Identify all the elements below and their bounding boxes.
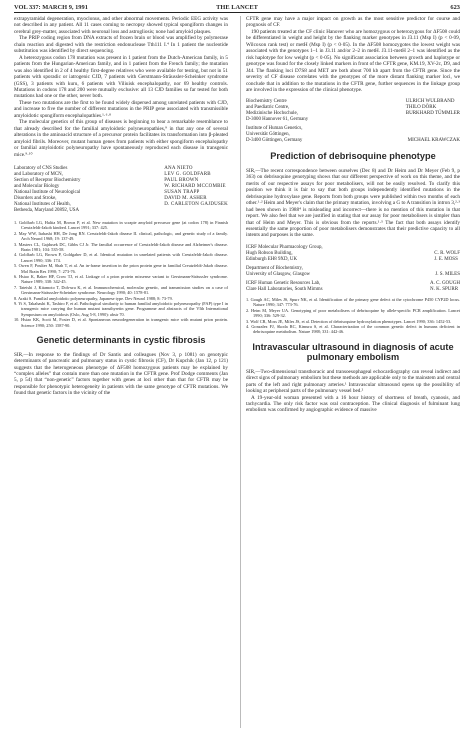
body-paragraph: SIR,—In response to the findings of Dr Santis and colleagues (Nov 3, p 1081) on genotypic determinants of pancreatic and pulmonary status in cystic fibrosis (CF), Dr Kupchik (Jan 12, p 121) suggests that the heterogeneous phenotype of ΔF508 homozygous patients may be explained by “complex alleles” that contain more than one mutation in the CFTR gene. Prof Dodge comments (Jan 5, p 54) that “non-genetic” factors together with genes at loci other than that for CFTR may be responsible for phenotypic heterogeneity in patients with the same genotype of CFTR mutations. We found that genetic factors in the vicinity of the	[14, 351, 228, 397]
affiliation-line: and Laboratory of MCN,	[14, 171, 63, 177]
affiliation-line: Edinburgh EH8 9XD, UK	[246, 256, 297, 262]
body-paragraph: These two mutations are the first to be found widely dispersed among unrelated patients with CJD, and increase to five the number of different mutations in the PRIP gene associated with transmissible amyloidotic spongiform encephalopathies.¹·⁶·⁸	[14, 99, 228, 119]
affiliation-line: Clare Hall Laboratories, South Mimms	[246, 286, 323, 292]
affiliation-line: National Institutes of Health,	[14, 201, 71, 207]
author-block	[246, 281, 460, 293]
affiliation-line: Biochemistry Centre	[246, 99, 287, 105]
affiliation	[246, 126, 303, 144]
affiliation-line: Laboratory of CNS Studies	[14, 165, 68, 171]
affiliation-line: Institute of Human Genetics,	[246, 126, 303, 132]
affiliation-line: National Institute of Neurological	[14, 189, 81, 195]
affiliation-line: University of Glasgow, Glasgow	[246, 271, 311, 277]
header-rule	[14, 12, 460, 13]
author-name: ANA NIETO	[164, 165, 193, 171]
left-column	[14, 16, 228, 397]
author-name: PAUL BROWN	[164, 177, 199, 183]
author-names	[435, 272, 460, 278]
body-paragraph: SIR,—The recent correspondence between ourselves (Dec 8) and Dr Heim and Dr Meyer (Feb 9, p 363) on debrisoquine genotyping shows that our different perspective of work on this theme, and the merits of our respective assays for poor metabolisers, will not be easily resolved. To clarify this position we think it is fair to say that both groups independently identified mutations in the debrisoquine hydroxylase gene. Reports from both groups were published within two months of each other.¹·² Heim and Meyer's claim that the primary mutation, involving a G to A transition in intron 3,²·³ had been shown in 1988⁴ is misleading and incorrect—there is no mention of this mutation in that report. We also feel that we are justified in stating that our assay for poor metabolisers is simpler than that of Heim and Meyer. This is obvious from the reports.¹·⁵ The fact that both assays identify essentially the same proportion of poor metabolisers demonstrates that their predictive capacity to all intents and purposes is the same.	[246, 167, 460, 239]
affiliation	[246, 245, 323, 263]
reference-item: 4. Gonzalez FJ, Skoda RC, Kimura S, et al. Characterization of the common genetic defect in humans deficient in debrisoquine metabolism. Nature 1988; 331: 442-46.	[246, 323, 460, 335]
body-paragraph: 190 patients treated at the CF clinic Hanover who are homozygous or heterozygous for ΔF508 could be differentiated in weight and height by the flanking marker genotypes in J3.11 (Msp I) (p < 0·09, Wilcoxon rank test) or metH (Msp I) (p < 0·05). In the ΔF508 homozygotes the lowest weight was associated with the genotypes 1–1 in J3.11 and/or 2–2 in metH. J3.11-metH 2–1 was identified as the risk haplotype for low weight (p < 0·05). No significant association between growth and haplotype or genotype was found for the closely linked markers in front of the CFTR gene, KM.19, XV-2c, D9, and J44. The flanking loci D7S8 and MET are both about 700 kb apart from the CFTR gene. Since the severity of CF disease correlates with the genotypes of the more distant flanking marker loci, we conclude that in addition to the mutations in the CFTR gene, further sequences in the linkage group are involved in the expression of the clinical phenotype.	[246, 28, 460, 93]
reference-item: 6. Hsiao K, Baker HF, Crow TJ, et al. Linkage of a prion protein missense variant to Gerstmann-Sträussler syndrome. Nature 1989; 338: 342-45.	[14, 274, 228, 285]
reference-list	[14, 220, 228, 328]
author-names	[406, 99, 460, 117]
page-number: 623	[450, 4, 460, 11]
section-title: Prediction of debrisoquine phenotype	[270, 151, 436, 162]
author-name: C. R. WOLF	[434, 250, 460, 256]
affiliation	[246, 99, 308, 123]
author-name: MICHAEL KRAWCZAK	[407, 138, 460, 144]
affiliation-line: and Molecular Biology	[14, 183, 60, 189]
author-block	[246, 266, 460, 278]
body-paragraph: The PRIP coding region from DNA extracts of frozen brain or blood was amplified by polymerase chain reaction and digested with the restriction endonuclease Tth111 I.⁴ In 1 patient the nucleotide substitution was identified by direct sequencing.	[14, 35, 228, 55]
author-name: A. C. GOUGH	[430, 280, 460, 286]
reference-list	[246, 297, 460, 335]
author-names	[164, 166, 228, 214]
volume-header: VOL 337: MARCH 9, 1991	[14, 4, 88, 11]
author-name: J. E. MOSS	[434, 256, 458, 262]
affiliation-line: Medizinische Hochschule,	[246, 111, 298, 117]
author-names	[430, 281, 460, 293]
author-name: J. S. MILES	[435, 271, 460, 277]
affiliation-line: Hugh Robson Building,	[246, 250, 293, 256]
reference-item: 1. Goldfarb LG, Haltia M, Brown P, et al. New mutation in scrapie amyloid precursor gene (at codon 178) in Finnish Creutzfeldt-Jakob kindred. Lancet 1991; 337: 425.	[14, 219, 228, 231]
reference-item: 3. Wolf CR, Moss JE, Miles JS, et al. Detection of debrisoquine hydroxylation phenotypes. Lancet 1990; 336: 1452-53.	[246, 318, 452, 324]
author-name: W. RICHARD MCCOMBIE	[164, 183, 226, 189]
affiliation-line: ICRF Human Genetic Resources Lab,	[246, 280, 321, 286]
author-names	[434, 251, 460, 263]
author-name: D. CARLETON GAJDUSEK	[164, 201, 228, 207]
body-paragraph: A heterozygous codon 178 mutation was present in 1 patient from the Dutch-American family, in 5 patients from the Hungarian-American family, and in 1 patient from the French family; the mutation was also identified in 2 of 4 healthy first-degree relatives who were available for testing, but not in 51 patients with sporadic or iatrogenic CJD, 7 patients with Gerstmann-Sträussler-Scheinker syndrome (GSS), 3 patients with kuru, 6 patients with Viliuisk encephalopathy, nor 69 healthy controls. Mutations in codons 178 and 200 were mutually exclusive: all 13 CJD families so far tested for both mutations had one or the other, never both.	[14, 54, 228, 100]
section-title: Genetic determinants in cystic fibrosis	[36, 335, 206, 346]
body-paragraph: extrapyramidal degeneration, myoclonus, and other abnormal movements. Periodic EEG activity was not described in any patient. All 11 cases coming to necropsy showed typical spongiform changes in cerebral grey-matter, associated with neuronal loss and astrogliosis; none had amyloid plaques.	[14, 16, 228, 35]
affiliation	[246, 266, 310, 278]
right-column	[246, 16, 460, 414]
reference-item: 10. Hsiao KK, Scott M, Foster D, et al. Spontaneous neurodegeneration in transgenic mice with mutant prion protein. Science 1990; 250: 1587-90.	[14, 317, 228, 328]
author-block	[246, 245, 460, 263]
reference-item: 2. May WW, Itabashi HH, De Jong RN. Creutzfeldt-Jakob disease II. clinical, pathologic, and genetic study of a family. Arch Neurol 1968; 19: 137-49.	[14, 230, 228, 242]
affiliation-line: Disorders and Stroke,	[14, 195, 57, 201]
body-paragraph: A 19-year-old woman presented with a 16 hour history of shortness of breath, cyanosis, and tachycardia. The only risk factor was oral contraception. The clinical diagnosis of fulminant lung embolism was confirmed by angiographic evidence of massive	[246, 394, 460, 414]
affiliation-line: and Paediatric Centre,	[246, 105, 290, 111]
column-divider	[240, 16, 241, 728]
affiliation	[14, 166, 80, 214]
author-name: THILO DÖRK	[405, 105, 437, 111]
affiliation	[246, 281, 322, 293]
reference-item: 2. Heim M, Meyer UA. Genotyping of poor metabolisers of debrisoquine by allele-specific PCR amplification. Lancet 1990; 336: 529-32.	[246, 307, 460, 319]
author-block	[246, 99, 460, 123]
author-name: LEV G. GOLDFARB	[164, 171, 211, 177]
author-name: ULRICH WULBRAND	[405, 99, 455, 105]
affiliation-line: ICRF Molecular Pharmacology Group,	[246, 244, 323, 250]
affiliation-line: Universität Göttingen,	[246, 132, 290, 138]
author-name: DAVID M. ASHER	[164, 195, 207, 201]
body-paragraph: SIR,—Two-dimensional transthoracic and transoesophageal echocardiography can reveal indirect and direct signs of pulmonary embolism but these methods are applicable only to the mainstem and central parts of the left and right pulmonary arteries.¹ Intravascular ultrasound opens up the possibility of looking at peripheral parts of the pulmonary vessel bed.²	[246, 368, 460, 395]
author-name: BURKHARD TÜMMLER	[405, 111, 460, 117]
author-names	[408, 138, 460, 144]
reference-item: 1. Gough AC, Miles JS, Spurr NK, et al. Identification of the primary gene defect at the cytochrome P450 CYP2D locus. Nature 1990; 347: 773-76.	[246, 296, 460, 308]
author-name: N. K. SPURR	[430, 286, 459, 292]
affiliation-line: D-3000 Hannover 61, Germany	[246, 117, 309, 123]
affiliation-line: Department of Biochemistry,	[246, 265, 303, 271]
reference-item: 4. Goldfarb LG, Brown P, Goldgaber D, et al. Identical mutation in unrelated patients with Creutzfeldt-Jakob disease. Lancet 1990; 336: 174.	[14, 252, 228, 263]
affiliation-line: Bethesda, Maryland 20892, USA	[14, 207, 80, 213]
reference-item: 9. Yi S, Takahashi K, Tashiro F, et al. Pathological similarity to human familial amyloidotic polyneuropathy (FAP) type I in transgenic mice carrying the human mutant transthyretin gene. Programme and abstracts of the VIth International Symposium on amyloidosis (Oslo, Aug 5-8, 1990): abstr 70.	[14, 301, 228, 317]
body-paragraph: CFTR gene may have a major impact on growth as the most sensitive predictor for course and prognosis of CF.	[246, 16, 460, 29]
affiliation-line: Section of Receptor Biochemistry	[14, 177, 81, 183]
affiliation-line: D-3400 Göttingen, Germany	[246, 138, 303, 144]
reference-item: 5. Owen F, Poulter M, Shah T, et al. An in-frame insertion in the prion protein gene in familial Creutzfeldt-Jakob disease. Mol Brain Res 1990; 7: 273-76.	[14, 263, 228, 274]
reference-item: 8. Araki S. Familial amyloidotic polyneuropathy, Japanese type. Dev Neurol 1988; 8: 73-79.	[14, 295, 173, 301]
journal-header: THE LANCET	[216, 4, 258, 11]
body-paragraph: The molecular genetics of this group of diseases is beginning to bear a remarkable resemblance to that already described for the familial amyloidotic polyneuropathies,⁹ in that any one of several alterations in the aminoacid structure of a precursor protein facilitates its transformation into β-pleated amyloid fibrils. Moreover, mutant human genes from patients with either spongiform encephalopathy or familial amyloidotic polyneuropathy have spontaneously reproduced each disease in transgenic mice.⁹·¹⁰	[14, 119, 228, 158]
author-block	[246, 126, 460, 144]
author-block	[14, 166, 228, 214]
reference-item: 7. Tateishi J, Kitamoto T, Doh-ura K, et al. Immunochemical, molecular genetic, and transmission studies on a case of Gerstmann-Sträussler-Scheinker syndrome. Neurology 1990; 40: 1578-81.	[14, 284, 228, 296]
reference-item: 3. Masters CL, Gajdusek DC, Gibbs CJ Jr. The familial occurrence of Creutzfeldt-Jakob disease and Alzheimer's disease. Brain 1981; 104: 535-58.	[14, 241, 228, 252]
section-title: Intravascular ultrasound in diagnosis of acute pulmonary embolism	[252, 341, 454, 363]
author-name: SUSAN TRAPP	[164, 189, 200, 195]
